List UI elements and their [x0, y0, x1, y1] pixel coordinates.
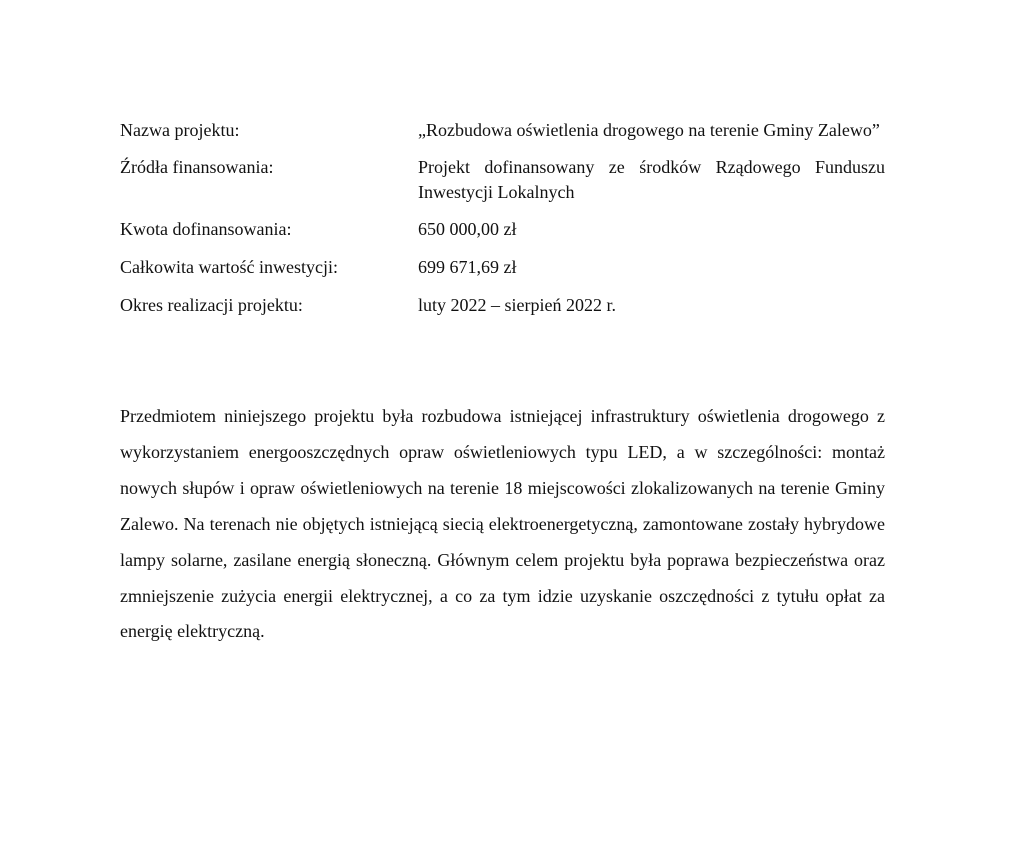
funding-amount-value: 650 000,00 zł: [418, 219, 517, 239]
project-info-table: [120, 118, 885, 318]
implementation-period-row: [120, 293, 885, 318]
project-name-row: [120, 118, 885, 143]
implementation-period-label: Okres realizacji projektu:: [120, 295, 303, 315]
project-name-label: Nazwa projektu:: [120, 120, 240, 140]
funding-amount-label: Kwota dofinansowania:: [120, 219, 292, 239]
project-name-value: „Rozbudowa oświetlenia drogowego na terenie Gminy Zalewo”: [418, 120, 880, 140]
total-investment-row: [120, 255, 885, 280]
funding-source-row: [120, 155, 885, 205]
funding-source-label: Źródła finansowania:: [120, 157, 274, 177]
project-description: Przedmiotem niniejszego projektu była rozbudowa istniejącej infrastruktury oświetlenia drogowego z wykorzystaniem energooszczędnych opraw oświetleniowych typu LED, a w szczególności: montaż nowych słupów i opraw oświetleniowych na terenie 18 miejscowości zlokalizowanych na terenie Gminy Zalewo. Na terenach nie objętych istniejącą siecią elektroenergetyczną, zamontowane zostały hybrydowe lampy solarne, zasilane energią słoneczną. Głównym celem projektu była poprawa bezpieczeństwa oraz zmniejszenie zużycia energii elektrycznej, a co za tym idzie uzyskanie oszczędności z tytułu opłat za energię elektryczną.: [120, 406, 885, 642]
total-investment-label: Całkowita wartość inwestycji:: [120, 257, 338, 277]
funding-amount-row: [120, 217, 885, 242]
funding-source-value: Projekt dofinansowany ze środków Rządowego Funduszu Inwestycji Lokalnych: [418, 157, 885, 202]
implementation-period-value: luty 2022 – sierpień 2022 r.: [418, 295, 616, 315]
total-investment-value: 699 671,69 zł: [418, 257, 517, 277]
